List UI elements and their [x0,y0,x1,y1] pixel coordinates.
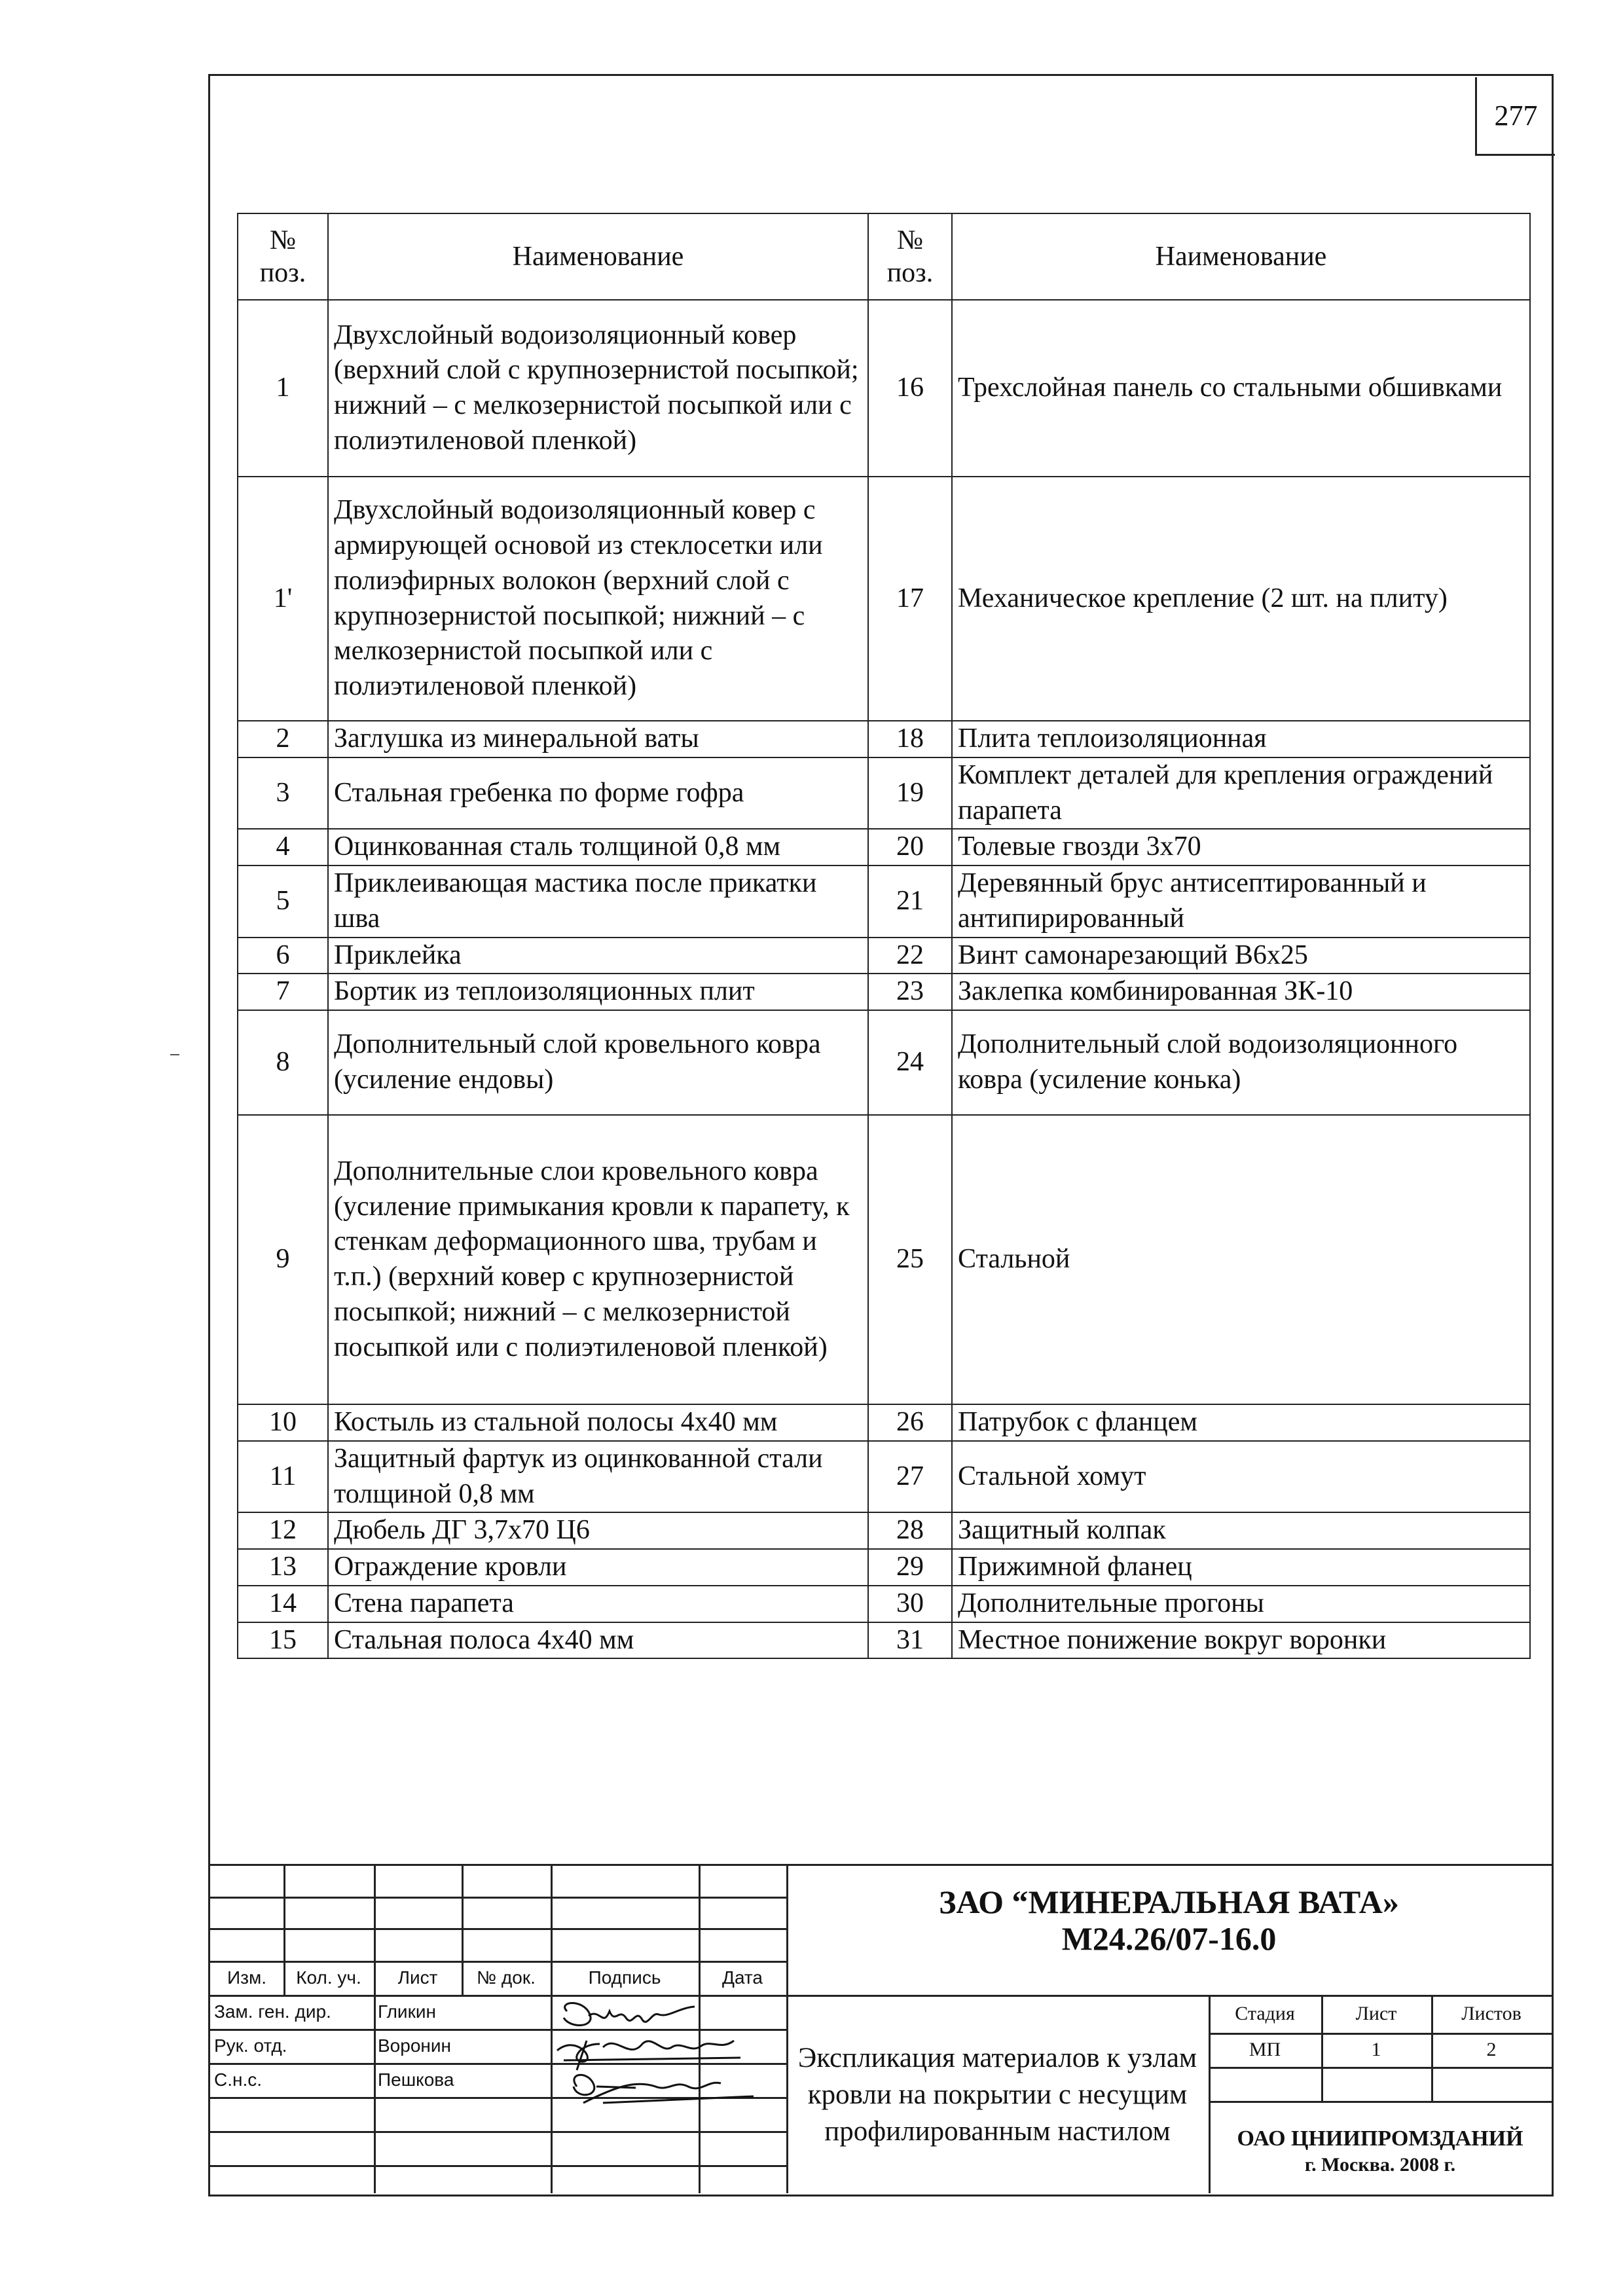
row-name-left: Костыль из стальной полосы 4х40 мм [328,1404,868,1441]
table-row [238,1441,1530,1513]
row-name-left: Защитный фартук из оцинкованной стали толщиной 0,8 мм [328,1441,868,1513]
stamp-header-izm: Изм. [227,1967,266,1988]
table-row [238,477,1530,721]
organization-name: ОАО ЦНИИПРОМЗДАНИЙ [1237,2126,1523,2151]
row-name-left: Дополнительные слои кровельного ковра (усиление примыкания кровли к парапету, к стенкам деформационного шва, трубам и т.п.) (верхний ковер с крупнозернистой посыпкой; нижний – с мелкозернистой посыпкой или с полиэтиленовой пленкой) [328,1115,868,1404]
row-pos-right: 27 [868,1441,952,1513]
row-pos-left: 4 [238,829,328,866]
row-name-right: Трехслойная панель со стальными обшивками [952,300,1530,477]
row-pos-right: 29 [868,1549,952,1586]
row-name-left: Дополнительный слой кровельного ковра (усиление ендовы) [328,1010,868,1115]
row-name-right: Толевые гвозди 3х70 [952,829,1530,866]
row-name-right: Заклепка комбинированная ЗК-10 [952,974,1530,1010]
row-pos-left: 9 [238,1115,328,1404]
row-name-left: Стальная гребенка по форме гофра [328,757,868,829]
table-row [238,974,1530,1010]
row-name-right: Механическое крепление (2 шт. на плиту) [952,477,1530,721]
row-name-right: Дополнительные прогоны [952,1586,1530,1622]
table-body [238,300,1530,1658]
row-name-left: Дюбель ДГ 3,7х70 Ц6 [328,1512,868,1549]
row-name-right: Прижимной фланец [952,1549,1530,1586]
stamp-header-kol: Кол. уч. [296,1967,361,1988]
row-pos-left: 2 [238,721,328,757]
row-name-left: Приклеивающая мастика после прикатки шва [328,866,868,938]
table-row [238,1586,1530,1622]
table-header-row [238,213,1530,300]
row-pos-left: 1 [238,300,328,477]
table-row [238,1512,1530,1549]
sheets-value: 2 [1486,2039,1497,2060]
row-pos-left: 10 [238,1404,328,1441]
row-name-right: Комплект деталей для крепления ограждений парапета [952,757,1530,829]
row-name-left: Оцинкованная сталь толщиной 0,8 мм [328,829,868,866]
stamp-role-3: С.н.с. [214,2069,263,2090]
row-name-right: Деревянный брус антисептированный и антипирированный [952,866,1530,938]
row-pos-left: 13 [238,1549,328,1586]
row-name-right: Патрубок с фланцем [952,1404,1530,1441]
margin-mark [170,1054,179,1055]
row-name-right: Защитный колпак [952,1512,1530,1549]
row-pos-right: 28 [868,1512,952,1549]
row-name-right: Стальной [952,1115,1530,1404]
row-pos-left: 1' [238,477,328,721]
organization-city: г. Москва. 2008 г. [1304,2154,1456,2176]
row-name-right: Дополнительный слой водоизоляционного ковра (усиление конька) [952,1010,1530,1115]
row-name-right: Стальной хомут [952,1441,1530,1513]
row-pos-right: 22 [868,938,952,974]
stamp-role-2: Рук. отд. [214,2035,287,2056]
table-row [238,757,1530,829]
row-name-left: Бортик из теплоизоляционных плит [328,974,868,1010]
header-name-2: Наименование [952,213,1530,300]
stamp-header-list: Лист [397,1967,438,1988]
table-row [238,300,1530,477]
row-pos-right: 21 [868,866,952,938]
row-pos-right: 26 [868,1404,952,1441]
stage-label: Стадия [1235,2003,1295,2024]
row-name-left: Заглушка из минеральной ваты [328,721,868,757]
header-name-1: Наименование [328,213,868,300]
row-name-right: Винт самонарезающий В6х25 [952,938,1530,974]
table-row [238,1115,1530,1404]
header-pos-1: № поз. [238,213,328,300]
row-pos-left: 3 [238,757,328,829]
stamp-name-3: Пешкова [378,2069,454,2090]
header-pos-2: № поз. [868,213,952,300]
row-pos-left: 5 [238,866,328,938]
table-row [238,721,1530,757]
document-code: М24.26/07-16.0 [1061,1920,1277,1957]
title-block [210,1864,1552,2195]
row-pos-right: 20 [868,829,952,866]
table-row [238,1010,1530,1115]
row-pos-left: 11 [238,1441,328,1513]
table-row [238,938,1530,974]
row-name-left: Ограждение кровли [328,1549,868,1586]
table-row [238,1549,1530,1586]
table-row [238,1404,1530,1441]
sheets-label: Листов [1461,2003,1522,2024]
row-pos-left: 14 [238,1586,328,1622]
row-pos-left: 12 [238,1512,328,1549]
stamp-name-2: Воронин [378,2035,451,2056]
row-name-left: Двухслойный водоизоляционный ковер (верхний слой с крупнозернистой посыпкой; нижний – с мелкозернистой посыпкой или с полиэтиленовой пленкой) [328,300,868,477]
table-row [238,866,1530,938]
document-title: Экспликация материалов к узлам кровли на покрытии с несущим профилированным настилом [797,2043,1197,2147]
company-name: ЗАО “МИНЕРАЛЬНАЯ ВАТА» [939,1884,1399,1920]
row-pos-right: 31 [868,1622,952,1659]
stamp-header-doc: № док. [477,1967,536,1988]
stamp-header-podpis: Подпись [588,1967,661,1988]
row-pos-right: 23 [868,974,952,1010]
row-pos-right: 19 [868,757,952,829]
row-pos-right: 17 [868,477,952,721]
row-pos-right: 18 [868,721,952,757]
stamp-header-data: Дата [721,1967,763,1988]
stage-value: МП [1249,2039,1281,2060]
stamp-name-1: Гликин [378,2001,436,2022]
row-name-left: Двухслойный водоизоляционный ковер с армирующей основой из стеклосетки или полиэфирных волокон (верхний слой с крупнозернистой посыпкой; нижний – с мелкозернистой посыпкой или с полиэтиленовой пленкой) [328,477,868,721]
row-name-right: Местное понижение вокруг воронки [952,1622,1530,1659]
row-pos-left: 15 [238,1622,328,1659]
sheet-label: Лист [1355,2003,1397,2024]
table-row [238,829,1530,866]
row-pos-right: 16 [868,300,952,477]
row-pos-right: 25 [868,1115,952,1404]
row-pos-left: 7 [238,974,328,1010]
row-name-right: Плита теплоизоляционная [952,721,1530,757]
sheet-value: 1 [1371,2039,1381,2060]
row-pos-left: 6 [238,938,328,974]
row-pos-right: 24 [868,1010,952,1115]
materials-table [237,213,1531,1659]
row-name-left: Стена парапета [328,1586,868,1622]
table-row [238,1622,1530,1659]
row-pos-left: 8 [238,1010,328,1115]
row-name-left: Приклейка [328,938,868,974]
page-number: 277 [1475,77,1555,156]
stamp-role-1: Зам. ген. дир. [214,2001,331,2022]
row-pos-right: 30 [868,1586,952,1622]
row-name-left: Стальная полоса 4х40 мм [328,1622,868,1659]
